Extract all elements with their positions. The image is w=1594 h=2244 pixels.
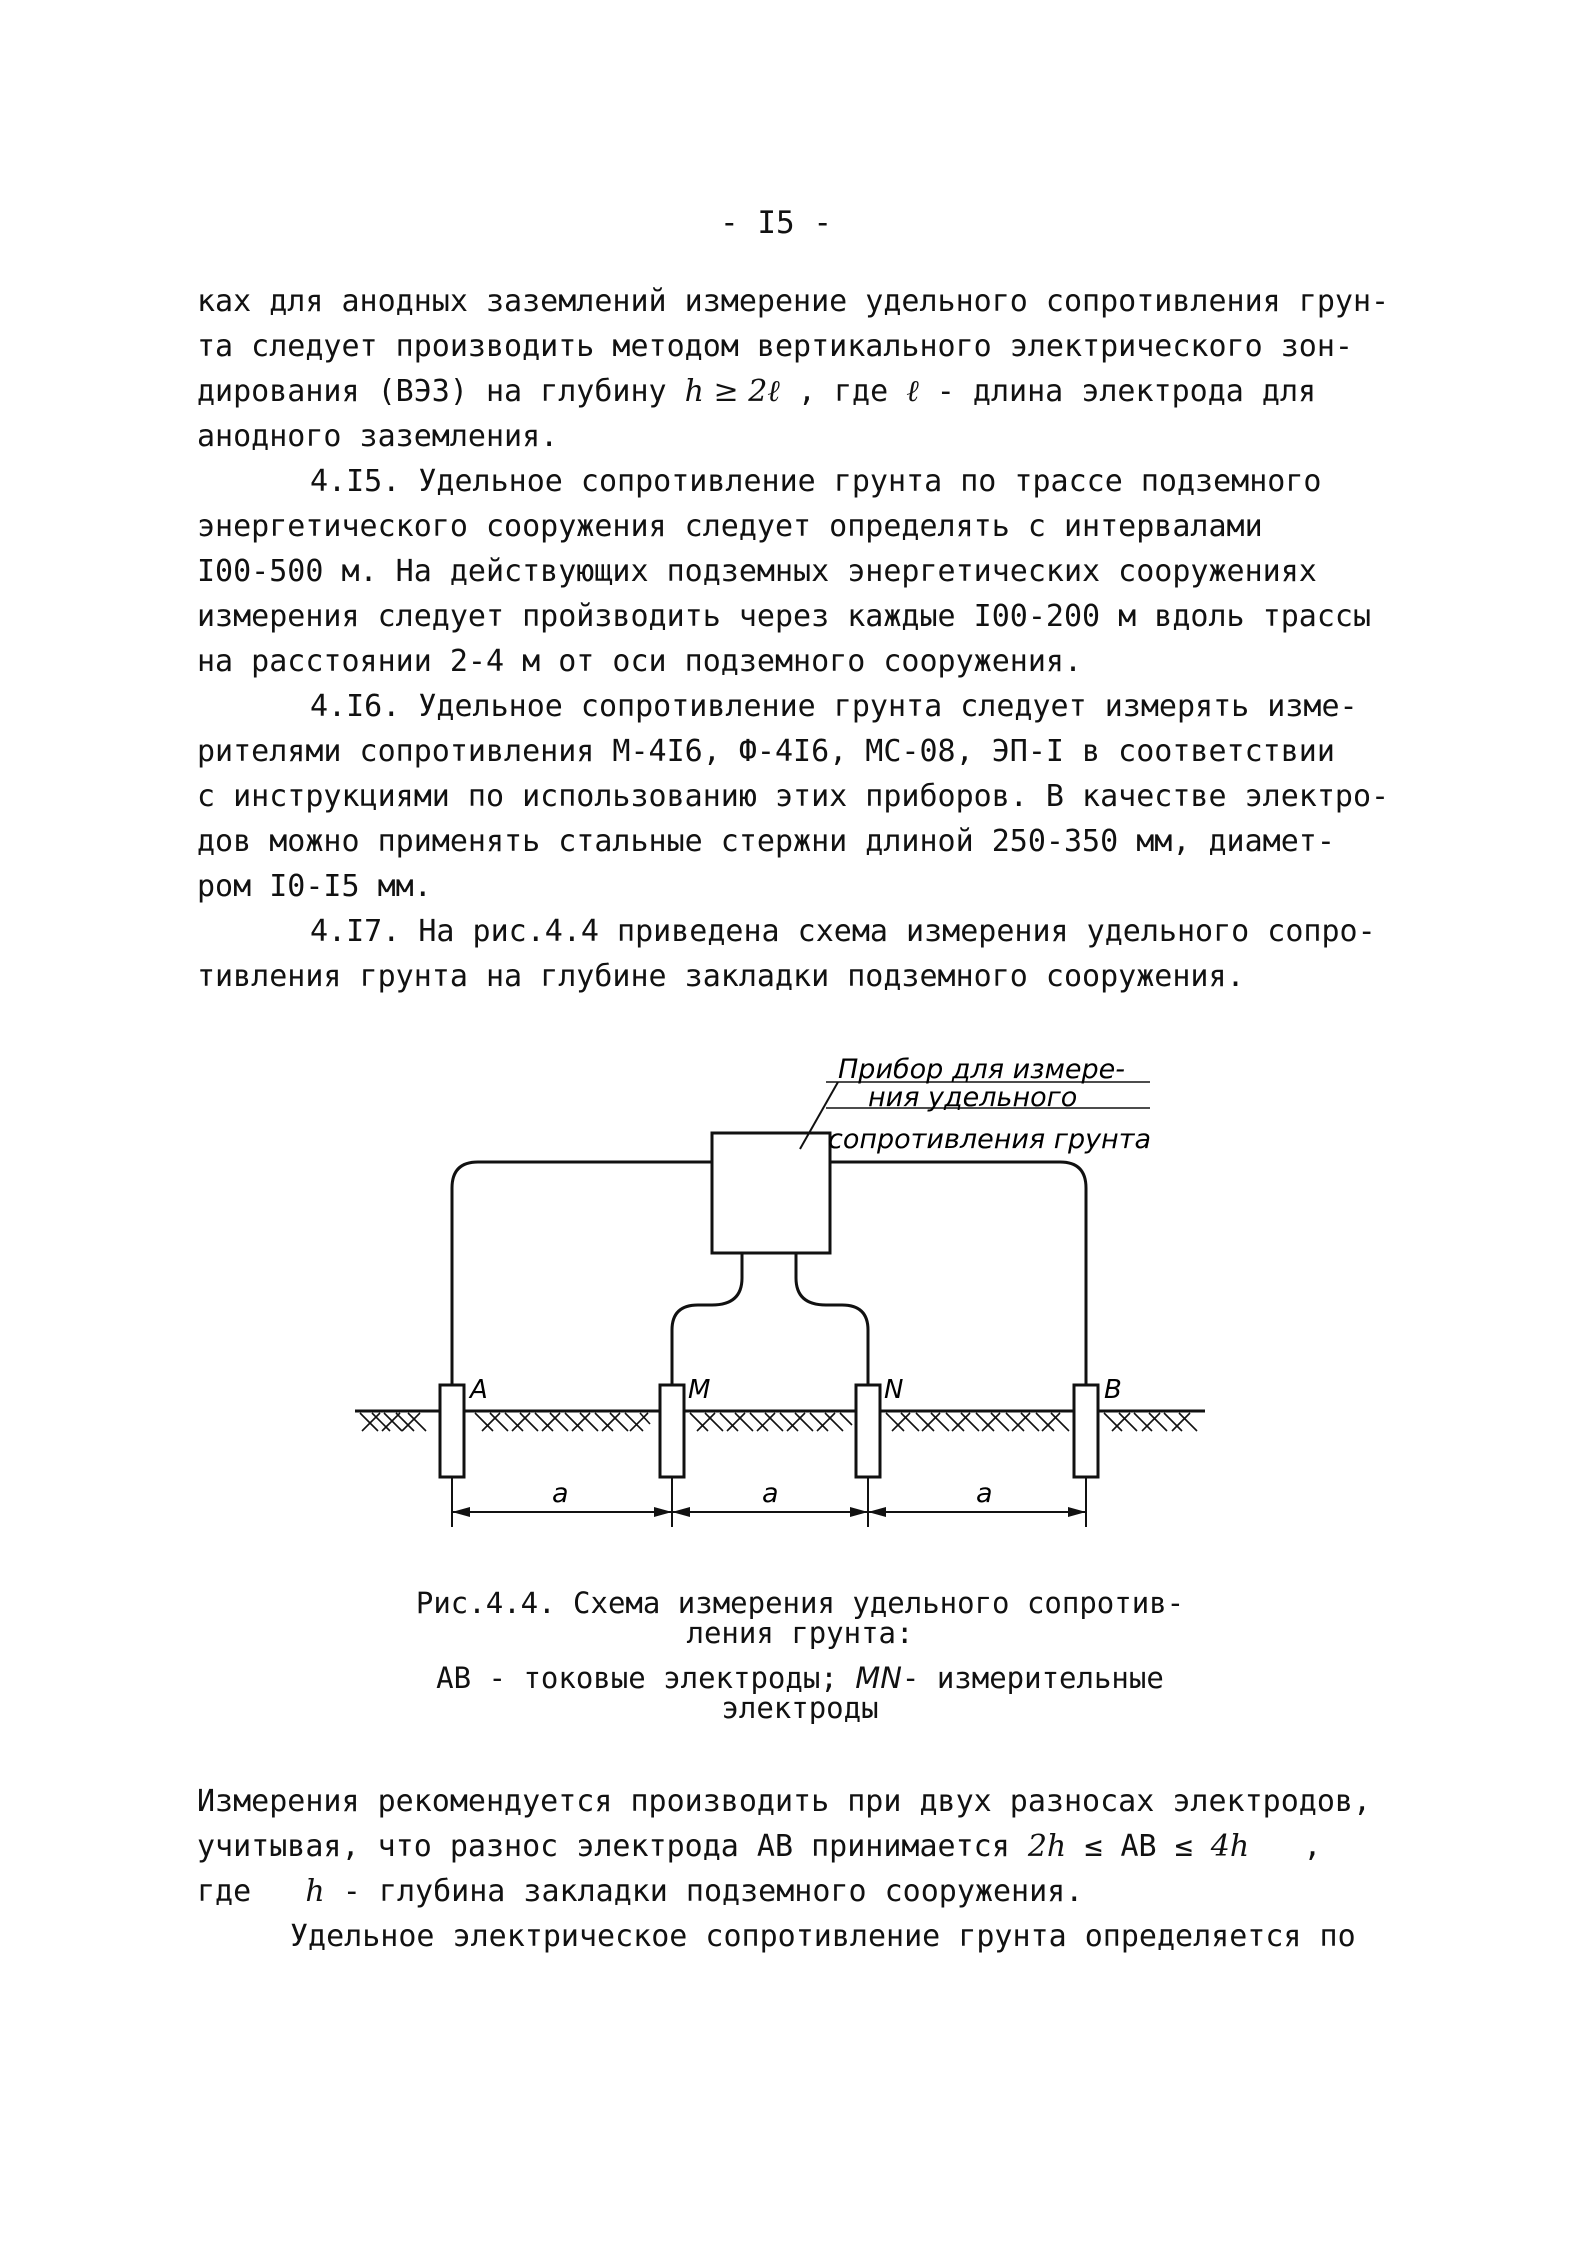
- spacing-label-2: a: [762, 1478, 779, 1509]
- para3-line5: ром I0-I5 мм.: [197, 869, 432, 904]
- device-label-line2: ния удельного: [868, 1082, 1078, 1113]
- para3-line4: дов можно применять стальные стержни длиной 250-350 мм, диамет-: [197, 824, 1335, 859]
- caption-line1: Рис.4.4. Схема измерения удельного сопротив-: [415, 1586, 1185, 1620]
- device-box: [712, 1133, 830, 1253]
- formula: h: [305, 1874, 325, 1909]
- device-label-line3: сопротивления грунта: [828, 1124, 1151, 1155]
- para5-line1: Измерения рекомендуется производить при двух разносах электродов,: [197, 1784, 1371, 1819]
- para2-line3: I00-500 м. На действующих подземных энергетических сооружениях: [197, 554, 1317, 589]
- text-fragment: ,: [1249, 1829, 1322, 1864]
- electrode-N: [856, 1385, 880, 1477]
- page-number: - I5 -: [720, 205, 832, 241]
- para1-line1: ках для анодных заземлений измерение удельного сопротивления грун-: [197, 284, 1390, 319]
- text-fragment: , где: [779, 374, 907, 409]
- device-label-line1: Прибор для измере-: [838, 1054, 1126, 1085]
- text-fragment: ≤ АВ ≤: [1066, 1829, 1211, 1864]
- text-fragment: АВ - токовые электроды;: [436, 1660, 856, 1695]
- spacing-label-3: a: [976, 1478, 993, 1509]
- para1-line2: та следует производить методом вертикального электрического зон-: [197, 329, 1353, 364]
- para2-line1: 4.I5. Удельное сопротивление грунта по трассе подземного: [310, 464, 1322, 499]
- formula: MN: [855, 1660, 902, 1695]
- figure-caption: [370, 1588, 1230, 1724]
- text-fragment: учитывая, что разнос электрода АВ принимается: [197, 1829, 1028, 1864]
- para1-line4: анодного заземления.: [197, 419, 559, 454]
- formula: h ≥ 2ℓ: [684, 374, 780, 409]
- text-fragment: - глубина закладки подземного сооружения.: [324, 1874, 1084, 1909]
- para5-line2: [197, 1829, 1322, 1864]
- electrode-B: [1074, 1385, 1098, 1477]
- para2-line2: энергетического сооружения следует определять с интервалами: [197, 509, 1263, 544]
- para4-line1: 4.I7. На рис.4.4 приведена схема измерения удельного сопро-: [310, 914, 1376, 949]
- wire-to-M: [672, 1253, 742, 1385]
- text-fragment: дирования (ВЭЗ) на глубину: [197, 374, 685, 409]
- text-fragment: - длина электрода для: [918, 374, 1317, 409]
- para2-line4: измерения следует пройзводить через каждые I00-200 м вдоль трассы: [197, 599, 1371, 634]
- para6-line1: Удельное электрическое сопротивление грунта определяется по: [290, 1919, 1356, 1954]
- ground-hatching: [360, 1413, 1197, 1431]
- electrode-M: [660, 1385, 684, 1477]
- electrode-label-N: N: [884, 1375, 904, 1405]
- caption-line3: [370, 1660, 1230, 1695]
- spacing-label-1: a: [552, 1478, 569, 1509]
- wire-to-N: [796, 1253, 868, 1385]
- para3-line2: рителями сопротивления М-4I6, Ф-4I6, МС-08, ЭП-I в соответствии: [197, 734, 1335, 769]
- text-fragment: где: [197, 1874, 306, 1909]
- formula: ℓ: [906, 374, 919, 409]
- para4-line2: тивления грунта на глубине закладки подземного сооружения.: [197, 959, 1245, 994]
- electrode-label-B: B: [1104, 1375, 1122, 1405]
- formula: 2h: [1027, 1829, 1067, 1864]
- electrode-label-A: A: [470, 1375, 488, 1405]
- para5-line3: [197, 1874, 1084, 1909]
- formula: 4h: [1210, 1829, 1250, 1864]
- electrode-A: [440, 1385, 464, 1477]
- text-fragment: - измерительные: [901, 1660, 1164, 1695]
- caption-line2: ления грунта:: [686, 1616, 914, 1651]
- para3-line1: 4.I6. Удельное сопротивление грунта следует измерять изме-: [310, 689, 1358, 724]
- para3-line3: с инструкциями по использованию этих приборов. В качестве электро-: [197, 779, 1390, 814]
- caption-line4: электроды: [721, 1691, 879, 1726]
- electrode-label-M: M: [688, 1375, 711, 1405]
- para2-line5: на расстоянии 2-4 м от оси подземного сооружения.: [197, 644, 1083, 679]
